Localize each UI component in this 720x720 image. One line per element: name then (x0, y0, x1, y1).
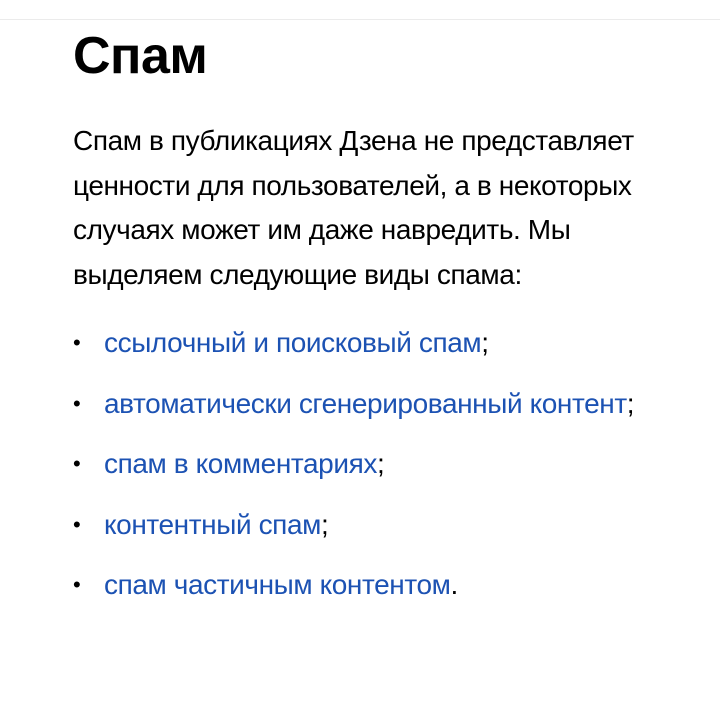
spam-types-list (73, 321, 673, 608)
bullet-icon: • (73, 572, 81, 597)
page-title: Спам (73, 27, 208, 85)
intro-paragraph: Спам в публикациях Дзена не представляет ценности для пользователей, а в некоторых случаях может им даже навредить. Мы выделяем следующие виды спама: (73, 125, 634, 290)
article-content (73, 20, 673, 624)
spam-type-link-partial[interactable]: спам частичным контентом (104, 569, 451, 600)
bullet-icon: • (73, 390, 81, 416)
list-item-suffix: ; (481, 327, 489, 358)
top-bar (0, 0, 720, 20)
spam-type-link-content[interactable]: контентный спам (104, 508, 321, 540)
spam-type-link-link-spam[interactable]: ссылочный и поисковый спам (104, 327, 482, 358)
bullet-icon: • (73, 511, 81, 537)
list-item-suffix: ; (320, 508, 329, 540)
spam-type-link-autogenerated[interactable]: автоматически сгенерированный контент (104, 387, 627, 419)
list-item-suffix: . (450, 569, 458, 600)
list-item (73, 442, 673, 487)
bullet-icon: • (73, 451, 81, 476)
bullet-icon: • (73, 330, 81, 355)
spam-type-link-comments[interactable]: спам в комментариях (104, 448, 377, 479)
list-item (73, 503, 673, 548)
list-item (73, 321, 673, 366)
list-item (73, 563, 673, 608)
list-item-suffix: ; (626, 387, 635, 419)
list-item-suffix: ; (376, 448, 385, 479)
list-item (73, 382, 673, 427)
